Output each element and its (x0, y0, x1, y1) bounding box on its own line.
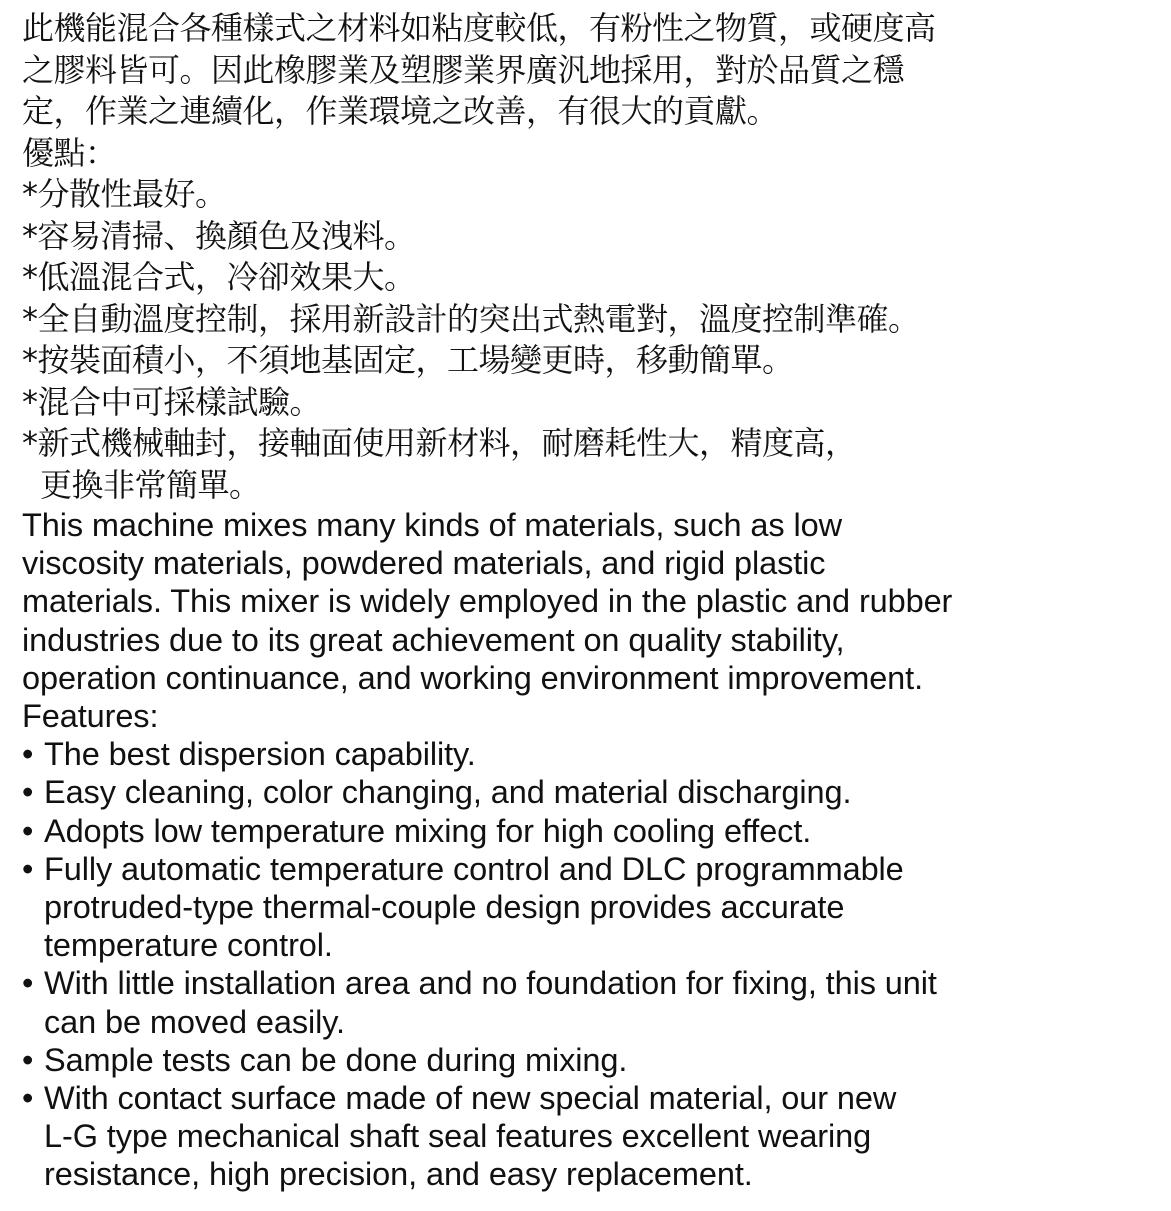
english-feature-list (22, 735, 1152, 1193)
english-feature-item (22, 773, 1152, 811)
bullet-icon: • (22, 812, 34, 849)
english-intro-line: This machine mixes many kinds of materials, such as low (22, 507, 842, 543)
english-feature-line-continued: protruded-type thermal-couple design provides accurate (44, 889, 845, 926)
chinese-feature-item: *低溫混合式，冷卻效果大。 (22, 258, 416, 296)
bullet-icon: • (22, 736, 34, 773)
english-feature-line: Adopts low temperature mixing for high cooling effect. (44, 812, 812, 849)
english-feature-item (22, 964, 1152, 1040)
chinese-features-heading: 優點： (22, 133, 117, 172)
english-feature-item (22, 850, 1152, 965)
chinese-feature-item-continued: 更換非常簡單。 (40, 465, 261, 504)
english-intro-line: viscosity materials, powdered materials, and rigid plastic (22, 545, 826, 582)
english-section (22, 506, 1152, 1194)
english-feature-line-continued: resistance, high precision, and easy replacement. (44, 1156, 753, 1193)
english-feature-line-continued: temperature control. (44, 927, 333, 964)
chinese-section (22, 8, 1152, 506)
chinese-feature-item: *分散性最好。 (22, 175, 227, 213)
english-feature-item (22, 735, 1152, 773)
english-feature-line-continued: can be moved easily. (44, 1003, 345, 1040)
english-feature-line: With contact surface made of new special material, our new (44, 1080, 897, 1117)
chinese-intro-line: 之膠料皆可。因此橡膠業及塑膠業界廣汎地採用，對於品質之穩 (22, 50, 905, 89)
chinese-feature-item: *新式機械軸封，接軸面使用新材料，耐磨耗性大，精度高， (22, 424, 857, 462)
chinese-feature-item: *按裝面積小，不須地基固定，工場變更時，移動簡單。 (22, 341, 794, 379)
chinese-intro-line: 定，作業之連續化，作業環境之改善，有很大的貢獻。 (22, 92, 779, 130)
english-feature-line: The best dispersion capability. (44, 736, 476, 773)
english-feature-line-continued: L-G type mechanical shaft seal features excellent wearing (44, 1118, 872, 1155)
english-intro-line: operation continuance, and working environment improvement. (22, 659, 924, 696)
bullet-icon: • (22, 965, 34, 1002)
english-feature-item (22, 812, 1152, 850)
english-feature-line: Sample tests can be done during mixing. (44, 1041, 628, 1078)
english-features-heading: Features: (22, 698, 159, 735)
chinese-intro-line: 此機能混合各種樣式之材料如粘度較低，有粉性之物質，或硬度高 (22, 9, 936, 47)
bullet-icon: • (22, 774, 34, 811)
document-page (22, 8, 1152, 1194)
bullet-icon: • (22, 1041, 34, 1078)
chinese-feature-item: *混合中可採樣試驗。 (22, 382, 322, 421)
english-feature-line: Easy cleaning, color changing, and material discharging. (44, 774, 852, 811)
english-feature-item (22, 1041, 1152, 1079)
english-intro-line: materials. This mixer is widely employed in the plastic and rubber (22, 583, 953, 620)
chinese-feature-item: *全自動溫度控制，採用新設計的突出式熱電對，溫度控制準確。 (22, 299, 920, 338)
english-feature-line: Fully automatic temperature control and DLC programmable (44, 850, 904, 887)
english-intro-line: industries due to its great achievement on quality stability, (22, 621, 845, 658)
bullet-icon: • (22, 850, 34, 887)
bullet-icon: • (22, 1080, 34, 1117)
english-feature-line: With little installation area and no foundation for fixing, this unit (44, 965, 937, 1002)
english-feature-item (22, 1079, 1152, 1194)
chinese-feature-item: *容易清掃、換顏色及洩料。 (22, 216, 416, 255)
